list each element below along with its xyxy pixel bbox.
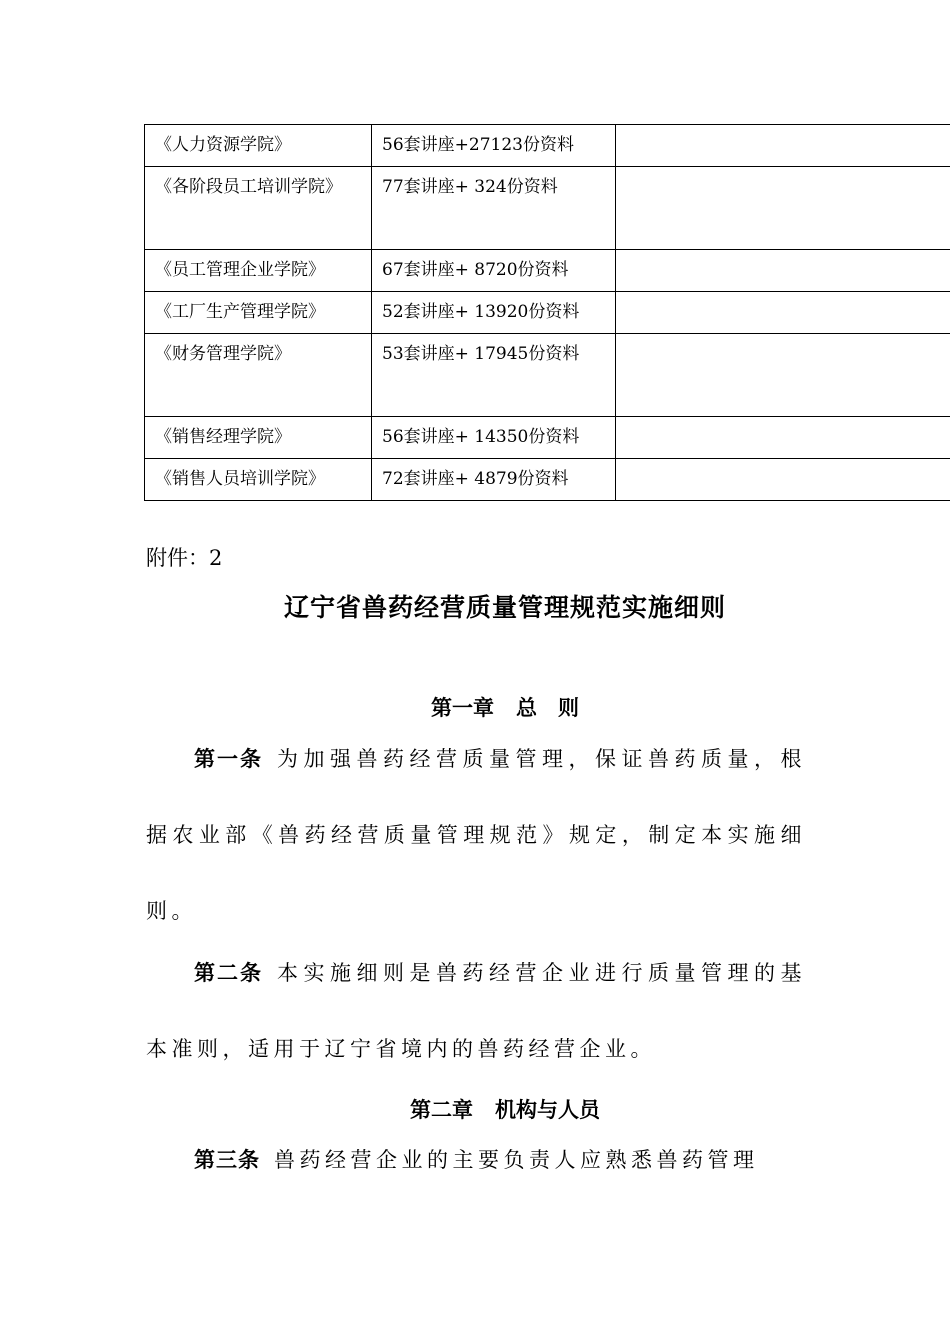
course-content-cell: 56套讲座+ 14350份资料	[372, 417, 616, 459]
table-row	[145, 167, 950, 250]
course-content-cell: 52套讲座+ 13920份资料	[372, 292, 616, 334]
article-label: 第一条	[194, 747, 263, 771]
note-cell	[616, 167, 950, 250]
article-text: 为加强兽药经营质量管理，保证兽药质量，根据农业部《兽药经营质量管理规范》规定，制定本实施细则。	[146, 747, 806, 923]
article-label: 第三条	[194, 1148, 260, 1172]
course-name-cell: 《工厂生产管理学院》	[145, 292, 372, 334]
note-cell	[616, 417, 950, 459]
article-text: 本实施细则是兽药经营企业进行质量管理的基本准则，适用于辽宁省境内的兽药经营企业。	[146, 961, 806, 1061]
document-title: 辽宁省兽药经营质量管理规范实施细则	[283, 593, 726, 622]
course-name-cell: 《财务管理学院》	[145, 334, 372, 417]
course-content-cell: 67套讲座+ 8720份资料	[372, 250, 616, 292]
chapter-title: 总 则	[516, 696, 579, 720]
course-name-cell: 《销售经理学院》	[145, 417, 372, 459]
course-name-cell: 《员工管理企业学院》	[145, 250, 372, 292]
attachment-label: 附件：2	[146, 546, 223, 570]
chapter-title: 机构与人员	[495, 1098, 600, 1122]
table-row	[145, 459, 950, 501]
course-name-cell: 《人力资源学院》	[145, 125, 372, 167]
note-cell	[616, 459, 950, 501]
table-row	[145, 125, 950, 167]
course-content-cell: 53套讲座+ 17945份资料	[372, 334, 616, 417]
note-cell	[616, 334, 950, 417]
table-row	[145, 250, 950, 292]
table-row	[145, 417, 950, 459]
course-name-cell: 《销售人员培训学院》	[145, 459, 372, 501]
catalog-table	[144, 124, 950, 501]
course-content-cell: 56套讲座+27123份资料	[372, 125, 616, 167]
note-cell	[616, 125, 950, 167]
article-label: 第二条	[194, 961, 263, 985]
note-cell	[616, 292, 950, 334]
table-row	[145, 292, 950, 334]
table-row	[145, 334, 950, 417]
note-cell	[616, 250, 950, 292]
article-paragraph	[146, 1122, 806, 1198]
course-content-cell: 72套讲座+ 4879份资料	[372, 459, 616, 501]
course-name-cell: 《各阶段员工培训学院》	[145, 167, 372, 250]
course-content-cell: 77套讲座+ 324份资料	[372, 167, 616, 250]
article-paragraph	[146, 721, 806, 949]
chapter-number: 第一章	[431, 696, 494, 720]
chapter-number: 第二章	[410, 1098, 473, 1122]
article-text: 兽药经营企业的主要负责人应熟悉兽药管理	[274, 1148, 759, 1172]
article-paragraph	[146, 935, 806, 1087]
